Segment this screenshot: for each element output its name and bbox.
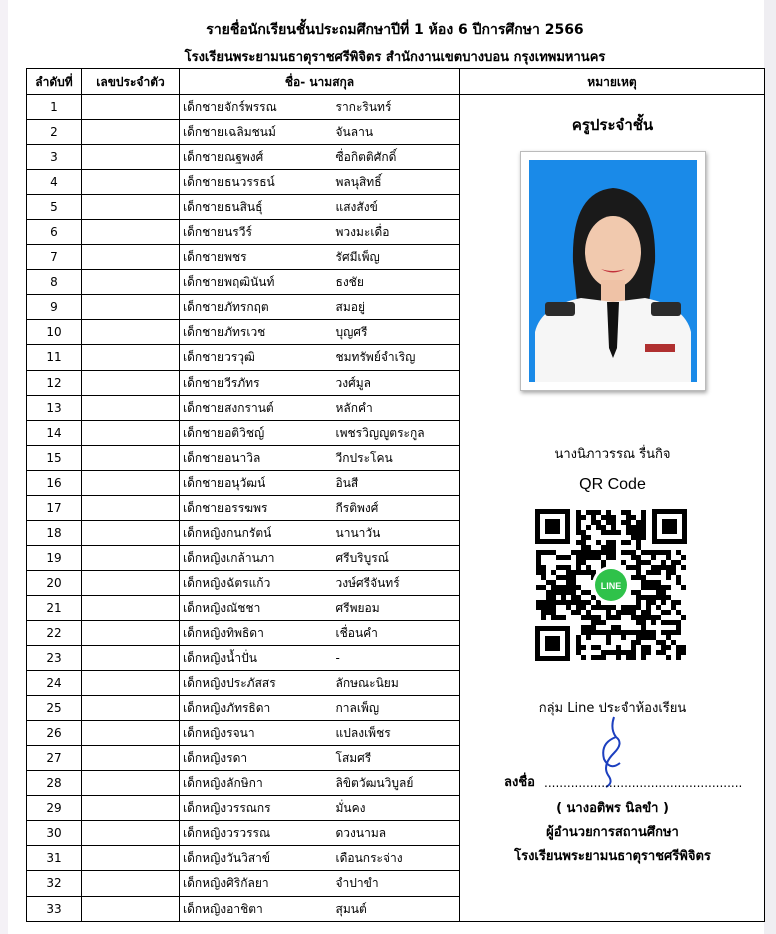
student-last-name: แปลงเพ็ชร bbox=[334, 721, 460, 746]
student-number: 25 bbox=[27, 696, 82, 721]
student-id-cell bbox=[82, 846, 180, 871]
student-number: 20 bbox=[27, 570, 82, 595]
teacher-heading: ครูประจำชั้น bbox=[571, 116, 654, 134]
student-number: 29 bbox=[27, 796, 82, 821]
face-shape bbox=[585, 216, 641, 288]
student-last-name: ลักษณะนิยม bbox=[334, 671, 460, 696]
student-number: 22 bbox=[27, 620, 82, 645]
student-first-name: เด็กหญิงศิริกัลยา bbox=[180, 871, 334, 896]
student-id-cell bbox=[82, 796, 180, 821]
student-last-name: ลิขิตวัฒนวิบูลย์ bbox=[334, 771, 460, 796]
student-number: 11 bbox=[27, 345, 82, 370]
left-page-edge bbox=[0, 0, 8, 934]
student-first-name: เด็กชายอติวิชญ์ bbox=[180, 420, 334, 445]
student-first-name: เด็กชายธนวรรธน์ bbox=[180, 170, 334, 195]
student-first-name: เด็กหญิงทิพธิดา bbox=[180, 620, 334, 645]
remarks-cell bbox=[460, 95, 765, 922]
sign-label: ลงชื่อ bbox=[504, 775, 535, 790]
student-first-name: เด็กหญิงอาชิตา bbox=[180, 896, 334, 922]
student-number: 2 bbox=[27, 120, 82, 145]
qr-finder-top-left bbox=[535, 509, 570, 544]
signature-line: .................................................... bbox=[544, 776, 743, 790]
student-number: 8 bbox=[27, 270, 82, 295]
student-number: 24 bbox=[27, 671, 82, 696]
student-id-cell bbox=[82, 746, 180, 771]
student-last-name: ศรีพยอม bbox=[334, 595, 460, 620]
neck-shape bbox=[601, 280, 625, 302]
ribbon-bar bbox=[645, 344, 675, 352]
student-first-name: เด็กชายอนาวิล bbox=[180, 445, 334, 470]
student-number: 33 bbox=[27, 896, 82, 922]
student-first-name: เด็กหญิงวรรณกร bbox=[180, 796, 334, 821]
student-id-cell bbox=[82, 821, 180, 846]
student-last-name: โสมศรี bbox=[334, 746, 460, 771]
student-id-cell bbox=[82, 420, 180, 445]
student-number: 14 bbox=[27, 420, 82, 445]
teacher-photo bbox=[520, 151, 706, 391]
student-id-cell bbox=[82, 646, 180, 671]
student-id-cell bbox=[82, 595, 180, 620]
column-header-remarks: หมายเหตุ bbox=[460, 69, 765, 95]
student-number: 16 bbox=[27, 470, 82, 495]
student-first-name: เด็กชายจักร์พรรณ bbox=[180, 95, 334, 120]
school-subtitle: โรงเรียนพระยามนธาตุราชศรีพิจิตร สำนักงานเขตบางบอน กรุงเทพมหานคร bbox=[184, 50, 606, 65]
student-last-name: สุมนต์ bbox=[334, 896, 460, 922]
student-last-name: เดือนกระจ่าง bbox=[334, 846, 460, 871]
student-number: 4 bbox=[27, 170, 82, 195]
student-first-name: เด็กหญิงวรวรรณ bbox=[180, 821, 334, 846]
student-number: 12 bbox=[27, 370, 82, 395]
student-id-cell bbox=[82, 120, 180, 145]
student-number: 28 bbox=[27, 771, 82, 796]
student-last-name: กีรติพงศ์ bbox=[334, 495, 460, 520]
student-last-name: ดวงนามล bbox=[334, 821, 460, 846]
student-first-name: เด็กหญิงเกล้านภา bbox=[180, 545, 334, 570]
line-logo-text: LINE bbox=[600, 581, 622, 591]
student-last-name: พลนุสิทธิ์ bbox=[334, 170, 460, 195]
right-page-edge bbox=[764, 0, 776, 934]
student-number: 23 bbox=[27, 646, 82, 671]
student-number: 27 bbox=[27, 746, 82, 771]
student-first-name: เด็กหญิงรดา bbox=[180, 746, 334, 771]
principal-title: ผู้อำนวยการสถานศึกษา bbox=[546, 825, 679, 840]
student-number: 9 bbox=[27, 295, 82, 320]
student-first-name: เด็กชายธนสินธุ์ bbox=[180, 195, 334, 220]
student-id-cell bbox=[82, 570, 180, 595]
student-id-cell bbox=[82, 520, 180, 545]
student-number: 21 bbox=[27, 595, 82, 620]
table-header-row bbox=[27, 69, 765, 95]
student-last-name: สมอยู่ bbox=[334, 295, 460, 320]
student-last-name: หลักคำ bbox=[334, 395, 460, 420]
student-first-name: เด็กหญิงน้ำปั่น bbox=[180, 646, 334, 671]
line-group-label: กลุ่ม Line ประจำห้องเรียน bbox=[538, 701, 687, 716]
student-first-name: เด็กชายวรวุฒิ bbox=[180, 345, 334, 370]
student-first-name: เด็กชายเฉลิมชนม์ bbox=[180, 120, 334, 145]
right-epaulette bbox=[651, 302, 681, 316]
left-epaulette bbox=[545, 302, 575, 316]
student-last-name: จำปาขำ bbox=[334, 871, 460, 896]
student-id-cell bbox=[82, 445, 180, 470]
teacher-name: นางนิภาวรรณ รื่นกิจ bbox=[554, 447, 671, 462]
student-first-name: เด็กหญิงประภัสสร bbox=[180, 671, 334, 696]
student-id-cell bbox=[82, 345, 180, 370]
student-id-cell bbox=[82, 671, 180, 696]
student-last-name: - bbox=[334, 646, 460, 671]
student-id-cell bbox=[82, 245, 180, 270]
student-first-name: เด็กหญิงกนกรัตน์ bbox=[180, 520, 334, 545]
student-number: 32 bbox=[27, 871, 82, 896]
student-roster-table bbox=[26, 68, 765, 922]
student-id-cell bbox=[82, 395, 180, 420]
column-header-student-id: เลขประจำตัว bbox=[82, 69, 180, 95]
student-last-name: ธงชัย bbox=[334, 270, 460, 295]
student-number: 26 bbox=[27, 721, 82, 746]
student-id-cell bbox=[82, 295, 180, 320]
student-id-cell bbox=[82, 470, 180, 495]
student-number: 15 bbox=[27, 445, 82, 470]
student-first-name: เด็กหญิงณัชชา bbox=[180, 595, 334, 620]
student-id-cell bbox=[82, 145, 180, 170]
student-first-name: เด็กหญิงวันวิสาข์ bbox=[180, 846, 334, 871]
qr-finder-top-right bbox=[652, 509, 687, 544]
student-last-name: บุญศรี bbox=[334, 320, 460, 345]
student-id-cell bbox=[82, 270, 180, 295]
student-number: 31 bbox=[27, 846, 82, 871]
principal-school: โรงเรียนพระยามนธาตุราชศรีพิจิตร bbox=[514, 849, 711, 864]
student-last-name: รากะรินทร์ bbox=[334, 95, 460, 120]
student-last-name: รัศมีเพ็ญ bbox=[334, 245, 460, 270]
qr-finder-bottom-left bbox=[535, 626, 570, 661]
student-id-cell bbox=[82, 170, 180, 195]
student-number: 6 bbox=[27, 220, 82, 245]
student-number: 3 bbox=[27, 145, 82, 170]
student-number: 1 bbox=[27, 95, 82, 120]
student-last-name: วีกประโคน bbox=[334, 445, 460, 470]
principal-name: ( นางอติพร นิลขำ ) bbox=[556, 801, 669, 816]
student-number: 17 bbox=[27, 495, 82, 520]
qr-code-title: QR Code bbox=[579, 476, 646, 493]
student-first-name: เด็กชายณฐพงศ์ bbox=[180, 145, 334, 170]
student-last-name: แสงสังข์ bbox=[334, 195, 460, 220]
student-id-cell bbox=[82, 696, 180, 721]
student-first-name: เด็กหญิงรจนา bbox=[180, 721, 334, 746]
student-id-cell bbox=[82, 896, 180, 922]
student-last-name: มั่นคง bbox=[334, 796, 460, 821]
table-row bbox=[27, 95, 765, 120]
student-number: 18 bbox=[27, 520, 82, 545]
student-last-name: ซื่อกิตติศักดิ์ bbox=[334, 145, 460, 170]
student-id-cell bbox=[82, 195, 180, 220]
student-last-name: วงษ์ศรีจันทร์ bbox=[334, 570, 460, 595]
student-first-name: เด็กชายพชร bbox=[180, 245, 334, 270]
student-number: 30 bbox=[27, 821, 82, 846]
student-id-cell bbox=[82, 545, 180, 570]
student-last-name: พวงมะเดื่อ bbox=[334, 220, 460, 245]
student-first-name: เด็กชายพฤฒินันท์ bbox=[180, 270, 334, 295]
remarks-panel bbox=[460, 95, 765, 921]
student-last-name: ชมทรัพย์จำเริญ bbox=[334, 345, 460, 370]
student-first-name: เด็กชายวีรภัทร bbox=[180, 370, 334, 395]
column-header-no: ลำดับที่ bbox=[27, 69, 82, 95]
roster-body bbox=[27, 95, 765, 922]
student-id-cell bbox=[82, 620, 180, 645]
student-id-cell bbox=[82, 320, 180, 345]
student-first-name: เด็กชายนรวีร์ bbox=[180, 220, 334, 245]
student-id-cell bbox=[82, 220, 180, 245]
student-id-cell bbox=[82, 495, 180, 520]
student-first-name: เด็กชายภัทรกฤต bbox=[180, 295, 334, 320]
student-last-name: นานาวัน bbox=[334, 520, 460, 545]
column-header-name: ชื่อ- นามสกุล bbox=[180, 69, 460, 95]
student-last-name: อินสี bbox=[334, 470, 460, 495]
student-first-name: เด็กชายสงกรานต์ bbox=[180, 395, 334, 420]
student-number: 13 bbox=[27, 395, 82, 420]
student-id-cell bbox=[82, 721, 180, 746]
student-first-name: เด็กหญิงลักษิกา bbox=[180, 771, 334, 796]
student-last-name: เพชรวิญญูตระกูล bbox=[334, 420, 460, 445]
student-first-name: เด็กหญิงภัทรธิดา bbox=[180, 696, 334, 721]
document-header bbox=[26, 18, 764, 70]
student-last-name: กาลเพ็ญ bbox=[334, 696, 460, 721]
student-first-name: เด็กชายอรรฆพร bbox=[180, 495, 334, 520]
student-last-name: เชื่อนคำ bbox=[334, 620, 460, 645]
student-id-cell bbox=[82, 95, 180, 120]
student-number: 19 bbox=[27, 545, 82, 570]
student-number: 10 bbox=[27, 320, 82, 345]
student-last-name: ศรีบริบูรณ์ bbox=[334, 545, 460, 570]
student-first-name: เด็กชายอนุวัฒน์ bbox=[180, 470, 334, 495]
student-id-cell bbox=[82, 370, 180, 395]
student-id-cell bbox=[82, 771, 180, 796]
teacher-portrait-image bbox=[521, 152, 705, 390]
student-last-name: จันลาน bbox=[334, 120, 460, 145]
line-qr-code[interactable] bbox=[535, 509, 687, 661]
page-title: รายชื่อนักเรียนชั้นประถมศึกษาปีที่ 1 ห้อง 6 ปีการศึกษา 2566 bbox=[206, 22, 584, 38]
student-last-name: วงศ์มูล bbox=[334, 370, 460, 395]
student-first-name: เด็กหญิงฉัตรแก้ว bbox=[180, 570, 334, 595]
student-number: 7 bbox=[27, 245, 82, 270]
student-number: 5 bbox=[27, 195, 82, 220]
student-first-name: เด็กชายภัทรเวช bbox=[180, 320, 334, 345]
student-id-cell bbox=[82, 871, 180, 896]
